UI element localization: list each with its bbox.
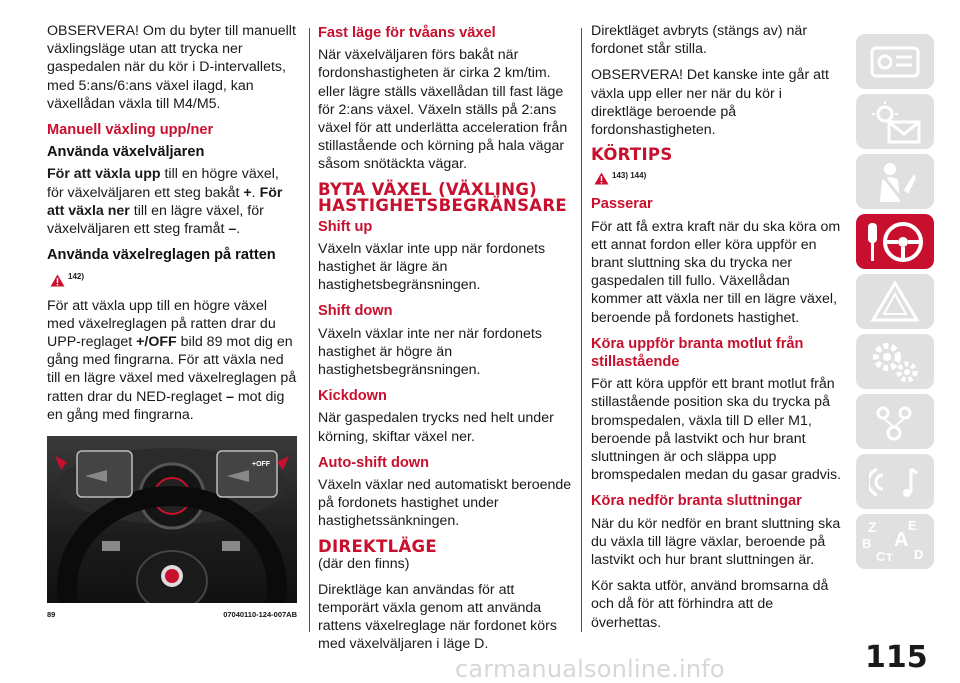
heading-shift-down: Shift down xyxy=(318,303,393,320)
heading-fixed-second: Fast läge för tvåans växel xyxy=(318,25,496,41)
figure-code: 07040110-124-007AB xyxy=(223,610,297,620)
index-letter: C xyxy=(876,549,886,564)
chapter-tabs xyxy=(856,34,934,574)
figure-number: 89 xyxy=(47,610,56,620)
warning-ref xyxy=(50,268,297,286)
text-bold: +/OFF xyxy=(136,334,177,351)
heading-uphill: Köra uppför branta motlut från stillastående xyxy=(591,335,804,371)
direct-cancel-paragraph: Direktläget avbryts (stängs av) när fordonet står stilla. xyxy=(591,23,808,58)
index-letter: E xyxy=(908,518,917,533)
tab-multimedia[interactable] xyxy=(856,454,934,509)
figure-label-plus-off: +OFF xyxy=(252,461,271,469)
column-2 xyxy=(318,22,573,662)
warning-triangle-icon xyxy=(870,280,920,324)
heading-auto-shift-down: Auto-shift down xyxy=(318,454,430,471)
passing-paragraph: För att få extra kraft när du ska köra om ett annat fordon eller köra uppför en brant sluttning ska du trycka ner gaspedalen till fullo. Växellådan kommer att växla ner till en lägre växel, beroende på fordonets hastighet. xyxy=(591,218,841,326)
heading-shift-up: Shift up xyxy=(318,218,373,235)
text: bild 89 mot dig en gång med fingrarna. För att växla ned till en lägre växel med växelreglagen på ratten drar du NED-reglaget xyxy=(47,334,297,405)
heading-manual-shift: Manuell växling upp/ner xyxy=(47,122,214,139)
text: till en högre växel, för växelväljaren ett steg bakåt xyxy=(47,166,279,201)
gears-icon xyxy=(869,339,921,385)
text: . xyxy=(236,221,241,238)
tab-starting-driving[interactable] xyxy=(856,214,934,269)
text: till en lägre växel, för växelväljaren ett steg framåt xyxy=(47,202,264,238)
tab-safety[interactable] xyxy=(856,154,934,209)
paddles-paragraph xyxy=(47,297,297,424)
heading-speed-limiter: BYTA VÄXEL (VÄXLING) HASTIGHETSBEGRÄNSARE xyxy=(318,179,567,215)
seatbelt-icon xyxy=(870,160,920,204)
index-letter: B xyxy=(862,536,872,551)
tab-dashboard[interactable] xyxy=(856,34,934,89)
warning-ref-number: 143) 144) xyxy=(612,171,647,181)
shift-down-paragraph: Växeln växlar inte ner när fordonets hastighet är högre än hastighetsbegränsningen. xyxy=(318,325,542,379)
tab-maintenance[interactable] xyxy=(856,334,934,389)
text-bold: – xyxy=(228,221,237,238)
index-letter: A xyxy=(894,529,909,551)
direct-mode-paragraph: Direktläge kan användas för att temporärt växla genom att använda rattens växelreglage när fordonet körs med växelväljaren i läge D. xyxy=(318,581,557,653)
uphill-paragraph: För att köra uppför ett brant motlut från stillastående position ska du trycka på bromspedalen, växla till D eller M1, beroende på lastvikt och hur brant sluttningen är och släppa upp bromspedalen medan du gasar gradvis. xyxy=(591,376,842,484)
page-number: 115 xyxy=(865,640,928,675)
key-steering-wheel-icon xyxy=(864,219,926,265)
auto-shift-paragraph: Växeln växlar ned automatiskt beroende på fordonets hastighet under hastighetssänkningen. xyxy=(318,477,572,530)
column-divider xyxy=(581,28,582,632)
warning-icon xyxy=(594,172,609,185)
warning-ref-number: 142) xyxy=(68,272,85,282)
shift-up-paragraph: Växeln växlar inte upp när fordonets hastighet är lägre än hastighetsbegränsningen. xyxy=(318,240,546,294)
tab-emergency[interactable] xyxy=(856,274,934,329)
note-paragraph: OBSERVERA! Det kanske inte går att växla upp eller ner när du kör i direktläge beroende på fordonshastigheten. xyxy=(591,67,829,139)
lights-message-icon xyxy=(867,100,923,144)
tab-technical-data[interactable] xyxy=(856,394,934,449)
tab-index[interactable] xyxy=(856,514,934,569)
heading-driving-tips: KÖRTIPS xyxy=(591,145,673,165)
fixed-second-paragraph: När växelväljaren förs bakåt när fordonshastigheten är cirka 2 km/tim. eller lägre ställs växellådan till fast läge för 2:ans växel. Växeln ställs på 2:ans växel för att underlätta acceleration från stillastående och körning på hala vägar såsom snötäckta vägar. xyxy=(318,47,568,173)
text-bold: – xyxy=(226,388,234,405)
column-1 xyxy=(47,22,297,624)
heading-passing: Passerar xyxy=(591,196,653,213)
index-letter: T xyxy=(886,552,893,564)
direct-mode-subtitle: (där den finns) xyxy=(318,555,410,572)
lever-paragraph xyxy=(47,165,297,238)
watermark: carmanualsonline.info xyxy=(455,655,725,683)
figure-steering-wheel xyxy=(47,436,297,603)
multimedia-icon xyxy=(869,459,921,505)
text: . xyxy=(251,184,260,201)
text: mot dig en gång med fingrarna. xyxy=(47,388,285,423)
column-divider xyxy=(309,28,310,632)
dashboard-icon xyxy=(870,44,920,80)
heading-downhill: Köra nedför branta sluttningar xyxy=(591,493,802,510)
figure-caption xyxy=(47,606,297,624)
text-bold: + xyxy=(243,184,252,201)
warning-icon xyxy=(50,274,65,287)
technical-data-icon xyxy=(869,399,921,445)
index-letter: Z xyxy=(868,519,877,535)
heading-kickdown: Kickdown xyxy=(318,388,387,405)
tab-lights-messages[interactable] xyxy=(856,94,934,149)
note-paragraph: OBSERVERA! Om du byter till manuellt växlingsläge utan att trycka ner gaspedalen när du kör i D-intervallets, med 5:ans/6:ans växel ilagd, kan växellådan växla till M4/M5. xyxy=(47,23,296,112)
heading-direct-mode: DIREKTLÄGE xyxy=(318,536,437,556)
column-3 xyxy=(591,22,841,640)
downhill-paragraph-1: När du kör nedför en brant sluttning ska du växla till lägre växlar, beroende på lastvikt och hur brant sluttningen är. xyxy=(591,515,841,569)
kickdown-paragraph: När gaspedalen trycks ned helt under körning, skiftar växel ner. xyxy=(318,410,554,445)
downhill-paragraph-2: Kör sakta utför, använd bromsarna då och då för att förhindra att de överhettas. xyxy=(591,578,829,631)
warning-ref xyxy=(594,167,841,185)
text: För att växla upp till en högre växel med växelreglagen på ratten drar du UPP-reglaget xyxy=(47,297,276,351)
index-letter: D xyxy=(914,547,924,562)
heading-paddles: Använda växelreglagen på ratten xyxy=(47,247,276,264)
text-bold: För att växla upp xyxy=(47,166,161,183)
text-bold: För att växla ner xyxy=(47,184,283,219)
heading-gear-lever: Använda växelväljaren xyxy=(47,144,205,161)
